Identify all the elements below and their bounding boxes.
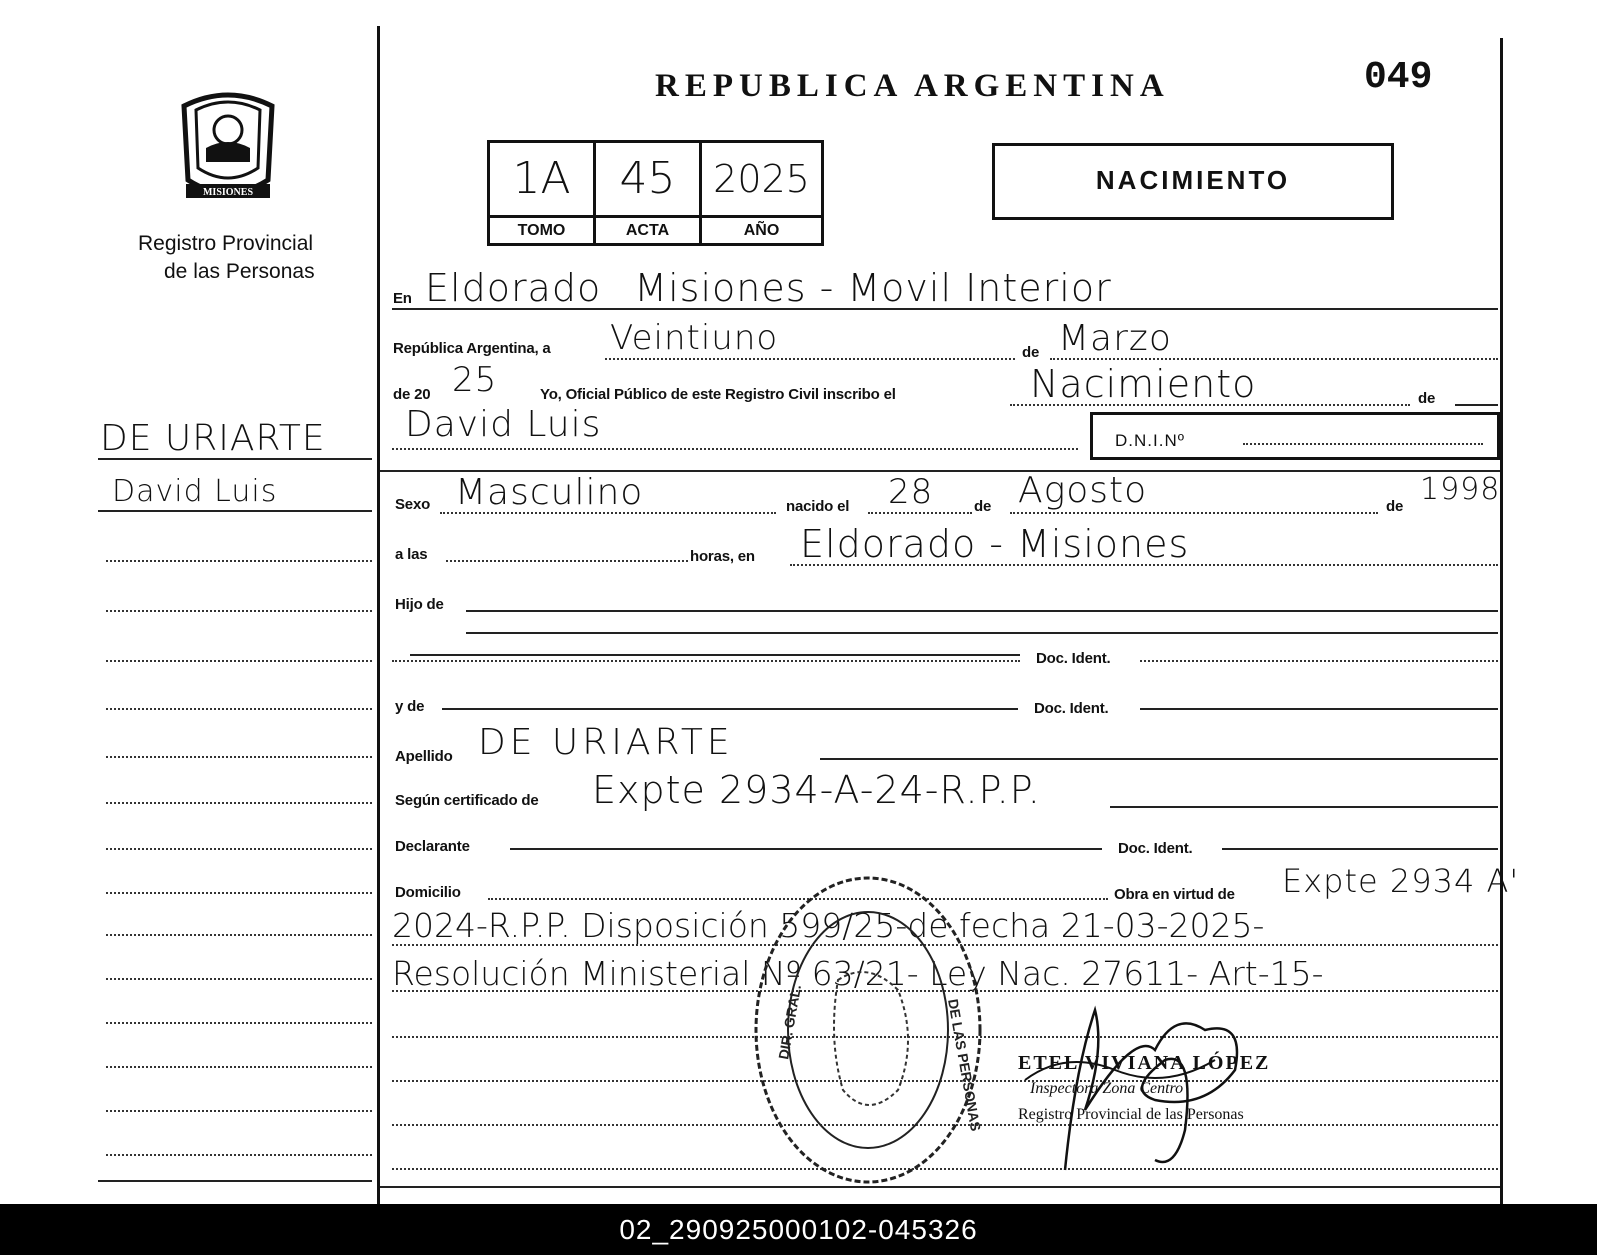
birth-month-value: Agosto xyxy=(1018,470,1148,511)
line-rule xyxy=(1455,404,1498,406)
margin-rule xyxy=(98,458,372,460)
doc-ident-label: Doc. Ident. xyxy=(1034,700,1109,717)
line-rule xyxy=(442,708,1018,710)
en-label: En xyxy=(393,290,412,307)
official-stamp xyxy=(748,870,988,1190)
oficial-text: Yo, Oficial Público de este Registro Civil inscribo el xyxy=(540,386,896,403)
margin-dotted-line xyxy=(106,1110,372,1112)
dni-dotted-line xyxy=(1243,443,1483,445)
svg-text:DE LAS PERSONAS: DE LAS PERSONAS xyxy=(945,997,985,1133)
margin-dotted-line xyxy=(106,1066,372,1068)
document-title: REPUBLICA ARGENTINA xyxy=(655,68,1170,104)
dotted-line xyxy=(790,564,1498,566)
de-label: de xyxy=(1418,390,1436,407)
hijo-label: Hijo de xyxy=(395,596,444,613)
de-label: de xyxy=(1386,498,1404,515)
line-rule xyxy=(410,654,1020,656)
line-rule xyxy=(466,610,1498,612)
birth-year-value: 1998 xyxy=(1420,472,1501,507)
doc-ident-label: Doc. Ident. xyxy=(1118,840,1193,857)
margin-dotted-line xyxy=(106,610,372,612)
organization-name-line1: Registro Provincial xyxy=(138,232,314,255)
doc-ident-label: Doc. Ident. xyxy=(1036,650,1111,667)
registry-cell-anio xyxy=(702,143,821,243)
de-label: de xyxy=(974,498,992,515)
line-rule xyxy=(1222,848,1498,850)
act-type-box: NACIMIENTO xyxy=(992,143,1394,220)
dni-label: D.N.I.Nº xyxy=(1115,431,1185,450)
registry-box xyxy=(487,140,824,246)
svg-text:MISIONES: MISIONES xyxy=(202,187,254,198)
signatory-title: Inspectora Zona Centro xyxy=(1030,1080,1184,1097)
line-rule xyxy=(510,848,1102,850)
registry-cell-acta xyxy=(596,143,702,243)
obra-label: Obra en virtud de xyxy=(1114,886,1235,903)
signatory-office: Registro Provincial de las Personas xyxy=(1018,1106,1244,1123)
dotted-line xyxy=(1010,512,1378,514)
margin-dotted-line xyxy=(106,708,372,710)
margin-dotted-line xyxy=(106,802,372,804)
observation-line1: 2024-R.P.P. Disposición 599/25-de fecha 21-03-2025- xyxy=(392,906,1265,945)
dotted-line xyxy=(392,448,1078,450)
obra-value: Expte 2934 A' xyxy=(1282,862,1520,900)
dotted-line xyxy=(1140,660,1498,662)
declarante-label: Declarante xyxy=(395,838,470,855)
day-value: Veintiuno xyxy=(610,318,779,358)
left-frame-line xyxy=(377,26,380,1204)
horas-label: horas, en xyxy=(690,548,755,565)
month-value: Marzo xyxy=(1058,318,1172,359)
margin-dotted-line xyxy=(106,1022,372,1024)
line-rule xyxy=(820,758,1498,760)
apellido-value: DE URIARTE xyxy=(478,722,734,763)
dotted-line xyxy=(440,512,776,514)
sexo-label: Sexo xyxy=(395,496,431,513)
de-label: de xyxy=(1022,344,1040,361)
dotted-line xyxy=(605,358,1015,360)
sexo-value: Masculino xyxy=(455,472,644,513)
birth-place-value: Eldorado - Misiones xyxy=(800,522,1190,566)
dotted-line xyxy=(1010,404,1410,406)
line-rule xyxy=(466,632,1498,634)
dotted-line xyxy=(868,512,972,514)
margin-dotted-line xyxy=(106,660,372,662)
right-frame-line xyxy=(1500,38,1503,1204)
domicilio-label: Domicilio xyxy=(395,884,461,901)
alas-label: a las xyxy=(395,546,428,563)
tomo-label: TOMO xyxy=(490,215,593,243)
margin-dotted-line xyxy=(106,848,372,850)
margin-dotted-line xyxy=(106,1154,372,1156)
line-rule xyxy=(1140,708,1498,710)
dotted-line xyxy=(1050,358,1498,360)
margin-bottom-rule xyxy=(98,1180,372,1182)
person-name-value: David Luis xyxy=(405,404,602,445)
registry-cell-tomo xyxy=(490,143,596,243)
observation-line2: Resolución Ministerial Nº 63/21- Ley Nac. 27611- Art-15- xyxy=(392,954,1324,993)
acta-label: ACTA xyxy=(596,215,699,243)
tomo-value: 1A xyxy=(512,153,571,204)
yde-label: y de xyxy=(395,698,425,715)
svg-text:DIR. GRAL.: DIR. GRAL. xyxy=(775,983,805,1061)
organization-name-line2: de las Personas xyxy=(164,260,315,283)
place-value: Eldorado_ Misiones - Movil Interior xyxy=(425,266,1112,310)
republic-label: República Argentina, a xyxy=(393,340,551,357)
signatory-name: ETEL VIVIANA LÓPEZ xyxy=(1018,1052,1271,1074)
dotted-line xyxy=(392,660,1020,662)
provincial-seal-logo xyxy=(176,88,280,206)
margin-rule xyxy=(98,510,372,512)
margin-given-names: David Luis xyxy=(112,474,278,509)
certificado-value: Expte 2934-A-24-R.P.P. xyxy=(592,768,1041,812)
margin-dotted-line xyxy=(106,756,372,758)
segun-label: Según certificado de xyxy=(395,792,539,809)
line-rule xyxy=(1110,806,1498,808)
document-id-footer: 02_290925000102-045326 xyxy=(0,1204,1597,1255)
event-value: Nacimiento xyxy=(1030,362,1257,406)
page-number: 049 xyxy=(1364,56,1433,99)
nacido-label: nacido el xyxy=(786,498,850,515)
acta-value: 45 xyxy=(619,153,676,204)
margin-dotted-line xyxy=(106,934,372,936)
margin-dotted-line xyxy=(106,892,372,894)
anio-value: 2025 xyxy=(713,157,810,201)
line-rule xyxy=(392,308,1498,310)
margin-surname: DE URIARTE xyxy=(100,418,326,459)
dotted-line xyxy=(446,560,688,562)
margin-dotted-line xyxy=(106,560,372,562)
year-prefix-label: de 20 xyxy=(393,386,431,403)
birth-day-value: 28 xyxy=(888,472,934,512)
apellido-label: Apellido xyxy=(395,748,453,765)
anio-label: AÑO xyxy=(702,215,821,243)
margin-dotted-line xyxy=(106,978,372,980)
dni-box xyxy=(1090,412,1500,460)
year-suffix-value: 25 xyxy=(452,360,498,400)
